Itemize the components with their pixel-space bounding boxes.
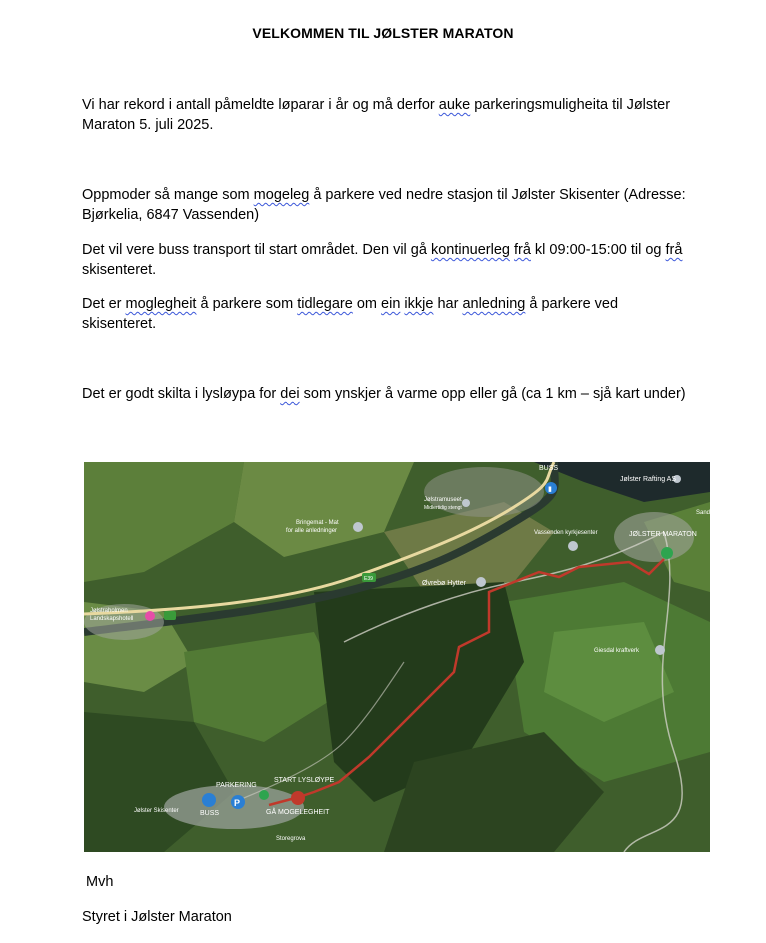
hotel-marker — [145, 611, 155, 621]
paragraph-parking-request — [82, 185, 692, 225]
text-span: som ynskjer å varme opp eller gå (ca 1 km – sjå kart under) — [299, 386, 686, 402]
text-span: Det vil vere buss transport til start området. Den vil gå — [82, 242, 431, 258]
skisenter-marker — [259, 790, 269, 800]
text-span: Det er godt skilta i lysløypa for — [82, 386, 281, 402]
spellcheck-word: dei — [280, 386, 300, 402]
signature: Styret i Jølster Maraton — [82, 909, 232, 925]
paragraph-bus-transport — [82, 240, 692, 280]
text-span: å parkere ved nedre stasjon til Jølster Skisenter (Adresse: Bjørkelia, 6847 Vassenden) — [82, 187, 686, 223]
map-svg — [84, 462, 710, 852]
label-landskapshotell: Landskapshotell — [90, 616, 134, 622]
text-span: Vi har rekord i antall påmeldte løparar i år og må derfor — [82, 97, 439, 113]
place-marker-bringemat — [353, 522, 363, 532]
label-buss-bottom: BUSS — [200, 810, 220, 817]
bus-marker-bottom — [202, 793, 216, 807]
label-bringemat: Bringemat - Mat — [296, 520, 339, 526]
label-buss-top: BUSS — [539, 465, 559, 472]
text-span: kl 09:00-15:00 til og — [530, 242, 666, 258]
place-marker-giesdal — [655, 645, 665, 655]
text-span: om — [352, 296, 382, 312]
label-storegrova: Storegrova — [276, 836, 306, 842]
paragraph-parking-option — [82, 294, 692, 334]
paragraph-warmup — [82, 384, 692, 404]
label-bringemat-sub: for alle anledninger — [286, 528, 338, 534]
label-maraton: JØLSTER MARATON — [629, 531, 697, 538]
label-kyrkjesenter: Vassenden kyrkjesenter — [534, 530, 598, 536]
closing-greeting: Mvh — [86, 874, 114, 890]
spellcheck-word: mogeleg — [253, 187, 310, 203]
spellcheck-word: auke — [438, 97, 471, 113]
marathon-marker — [661, 547, 673, 559]
paragraph-registrations — [82, 95, 692, 135]
text-span: å parkere som — [196, 296, 298, 312]
label-start-lysloype: START LYSLØYPE — [274, 777, 335, 784]
label-e39: E39 — [364, 576, 373, 582]
spellcheck-word: tidlegare — [297, 296, 353, 312]
place-marker-ovreba — [476, 577, 486, 587]
label-sand: Sand — [696, 510, 710, 516]
spellcheck-word: anledning — [462, 296, 526, 312]
label-skisenter: Jølster Skisenter — [134, 808, 179, 814]
spellcheck-word: kontinuerleg — [430, 242, 510, 258]
spellcheck-word: ikkje — [404, 296, 434, 312]
label-rafting: Jølster Rafting AS — [620, 476, 677, 483]
label-ovreba: Øvrebø Hytter — [422, 580, 466, 587]
text-span: parkeringsmuligheita til Jølster Maraton 5. juli 2025. — [82, 97, 671, 133]
label-jolstramuseet-sub: Midlertidig stengt — [424, 505, 462, 511]
text-span: å parkere ved skisenteret. — [82, 296, 619, 332]
label-jolstraholmen: Jølstraholmen — [90, 608, 128, 614]
label-giesdal: Giesdal kraftverk — [594, 648, 640, 654]
parking-icon: P — [234, 798, 241, 808]
text-span: Det er — [82, 296, 126, 312]
document-title: VELKOMMEN TIL JØLSTER MARATON — [252, 25, 514, 41]
text-span: skisenteret. — [82, 262, 157, 278]
spellcheck-word: frå — [665, 242, 683, 258]
bus-icon: ▮ — [548, 486, 552, 493]
text-span: Oppmoder så mange som — [82, 187, 254, 203]
label-ga-mogelegheit: GÅ MOGELEGHEIT — [266, 809, 330, 816]
text-span: har — [433, 296, 463, 312]
place-marker-museum — [462, 499, 470, 507]
spellcheck-word: moglegheit — [125, 296, 197, 312]
spellcheck-word: ein — [381, 296, 401, 312]
label-jolstramuseet: Jølstramuseet — [424, 497, 462, 503]
label-parkering: PARKERING — [216, 782, 257, 789]
place-marker-kyrkjesenter — [568, 541, 578, 551]
satellite-map — [84, 462, 710, 852]
road-shield-5 — [164, 611, 176, 620]
spellcheck-word: frå — [513, 242, 531, 258]
start-marker — [291, 791, 305, 805]
